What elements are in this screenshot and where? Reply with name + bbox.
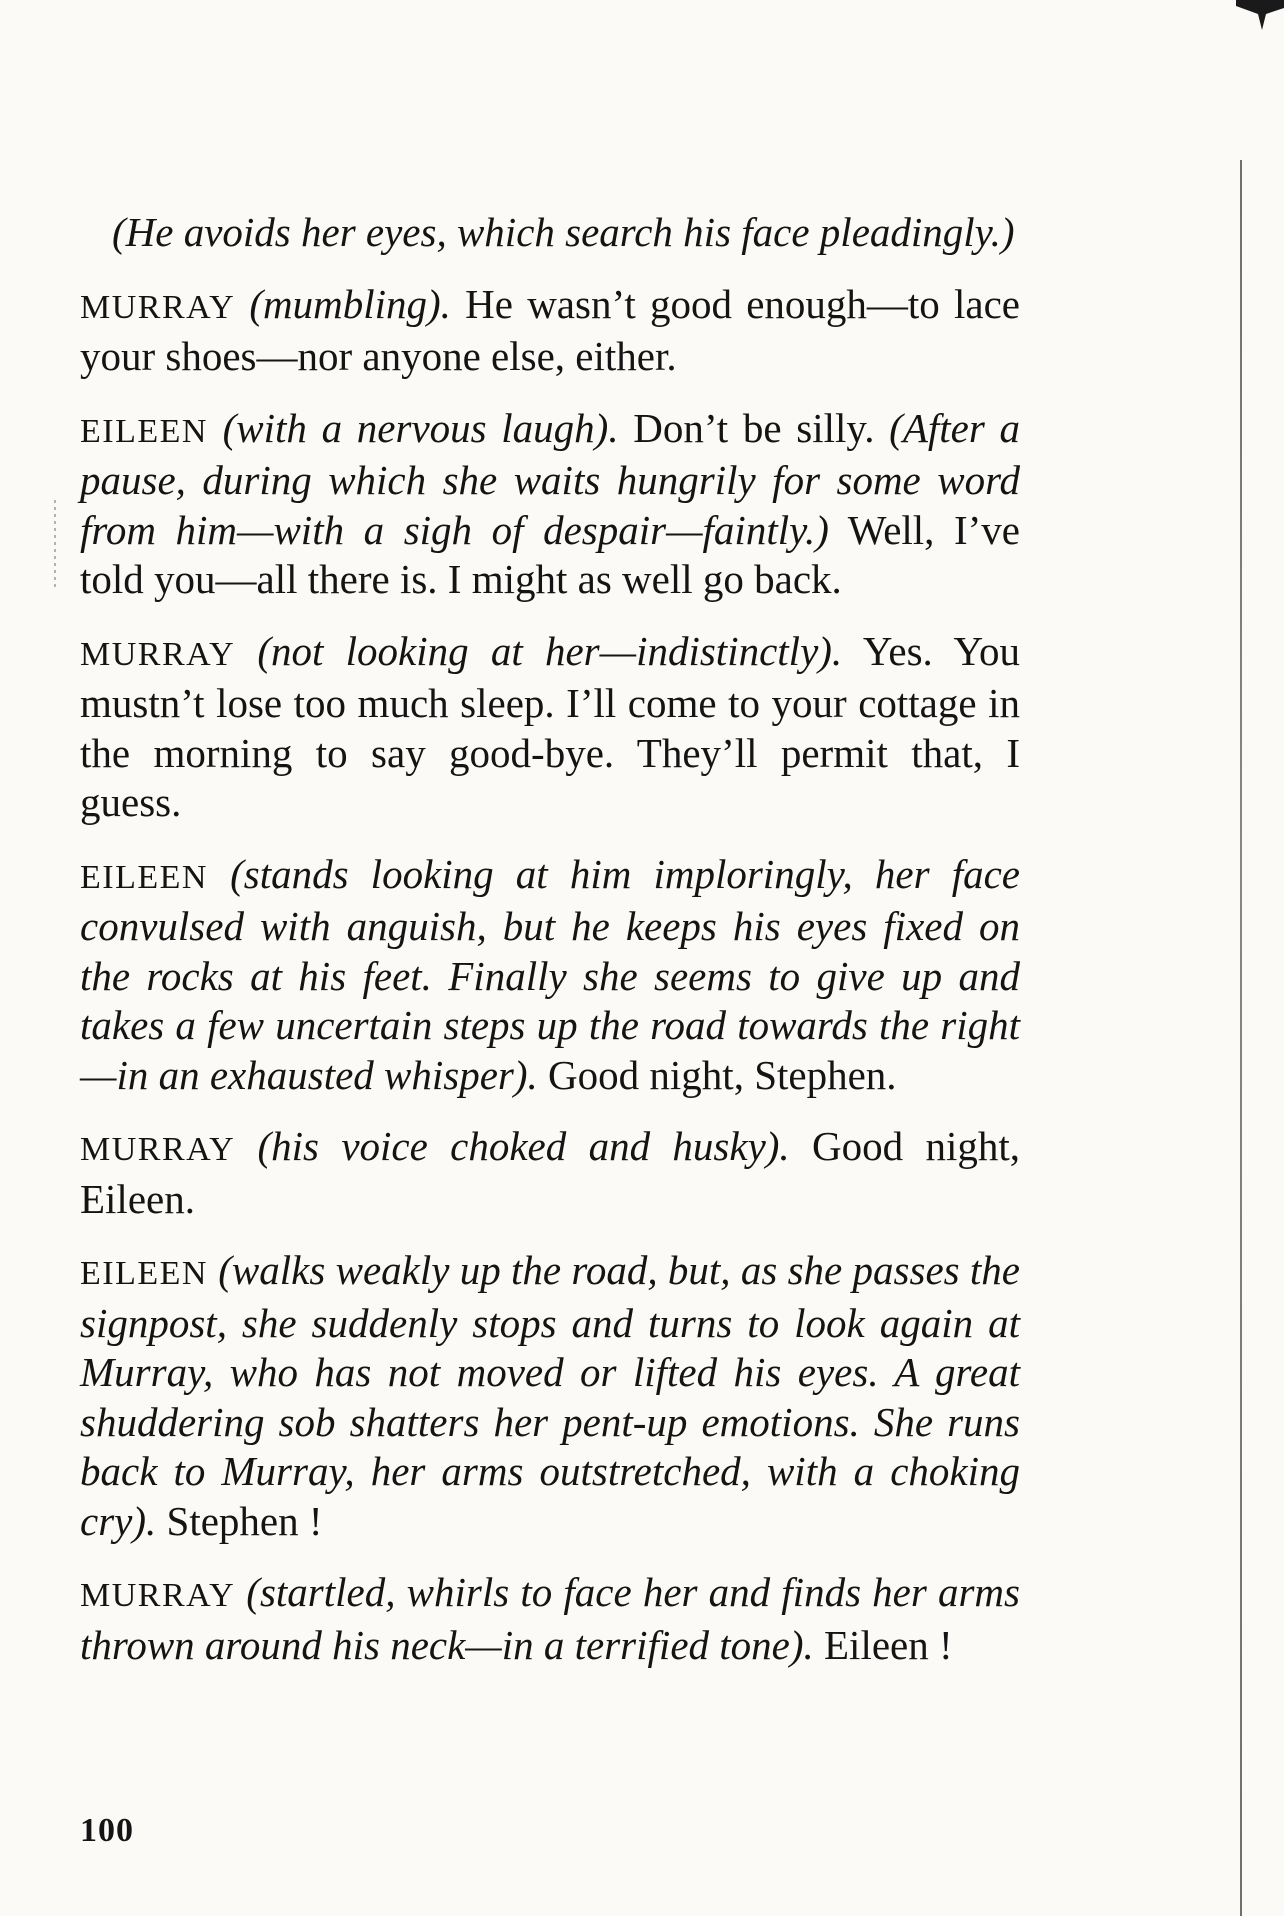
stage-direction-text: (He avoids her eyes, which search his face pleadingly.) bbox=[112, 209, 1015, 255]
direction-text: (walks weakly up the road, but, as she passes the signpost, she suddenly stops and turns to look again at Murray, who has not moved or lifted his eyes. A great shuddering sob shatters her pent-up emotions. She runs back to Murray, her arms outstretched, with a choking cry). bbox=[80, 1247, 1021, 1544]
direction-text: (After a pause, during which she waits hungrily for some word from him—with a sigh of despair—faintly.) bbox=[80, 404, 1020, 553]
script-page bbox=[80, 208, 1020, 1692]
dialogue-line bbox=[80, 404, 1020, 605]
speech-text: Yes. You mustn’t lose too much sleep. I’ll come to your cottage in the morning to say good-bye. They’ll permit that, I guess. bbox=[80, 627, 1021, 825]
speaker-name: MURRAY bbox=[80, 1131, 236, 1168]
speaker-name: MURRAY bbox=[80, 1577, 236, 1614]
margin-smudge bbox=[50, 500, 60, 590]
dialogue-line bbox=[80, 627, 1020, 828]
direction-text: (not looking at her—indistinctly). bbox=[257, 627, 843, 674]
speaker-name: EILEEN bbox=[80, 1255, 208, 1292]
direction-text: (his voice choked and husky). bbox=[257, 1123, 790, 1169]
speaker-name: MURRAY bbox=[80, 635, 236, 673]
speaker-name: EILEEN bbox=[80, 412, 208, 450]
speech-text: Good night, Stephen. bbox=[537, 1051, 897, 1098]
direction-text: (mumbling). bbox=[249, 280, 451, 327]
speech-text: Well, I’ve told you—all there is. I might as well go back. bbox=[80, 506, 1020, 602]
speech-text: He wasn’t good enough—to lace your shoes—nor anyone else, either. bbox=[80, 280, 1021, 379]
page-edge-line bbox=[1240, 160, 1242, 1916]
speech-text: Good night, Eileen. bbox=[80, 1123, 1020, 1222]
speaker-name: MURRAY bbox=[80, 288, 236, 326]
speech-text: Don’t be silly. bbox=[618, 404, 875, 451]
dialogue-line bbox=[80, 1246, 1020, 1546]
dialogue-line bbox=[80, 1122, 1020, 1224]
dialogue-line bbox=[80, 1568, 1020, 1670]
direction-text: (with a nervous laugh). bbox=[222, 404, 619, 451]
stage-direction bbox=[80, 208, 1020, 258]
page-corner-mark bbox=[1236, 0, 1284, 30]
direction-text: (startled, whirls to face her and finds her arms thrown around his neck—in a terrified tone). bbox=[80, 1569, 1021, 1668]
speaker-name: EILEEN bbox=[80, 858, 208, 896]
speech-text: Stephen ! bbox=[156, 1497, 323, 1544]
speech-text: Eileen ! bbox=[813, 1621, 953, 1668]
dialogue-line bbox=[80, 280, 1020, 382]
direction-text: (stands looking at him imploringly, her face convulsed with anguish, but he keeps his eyes fixed on the rocks at his feet. Finally she seems to give up and takes a few uncertain steps up the road towards the right —in an exhausted whisper). bbox=[80, 850, 1020, 1098]
dialogue-line bbox=[80, 850, 1020, 1101]
page-number: 100 bbox=[80, 1812, 134, 1849]
